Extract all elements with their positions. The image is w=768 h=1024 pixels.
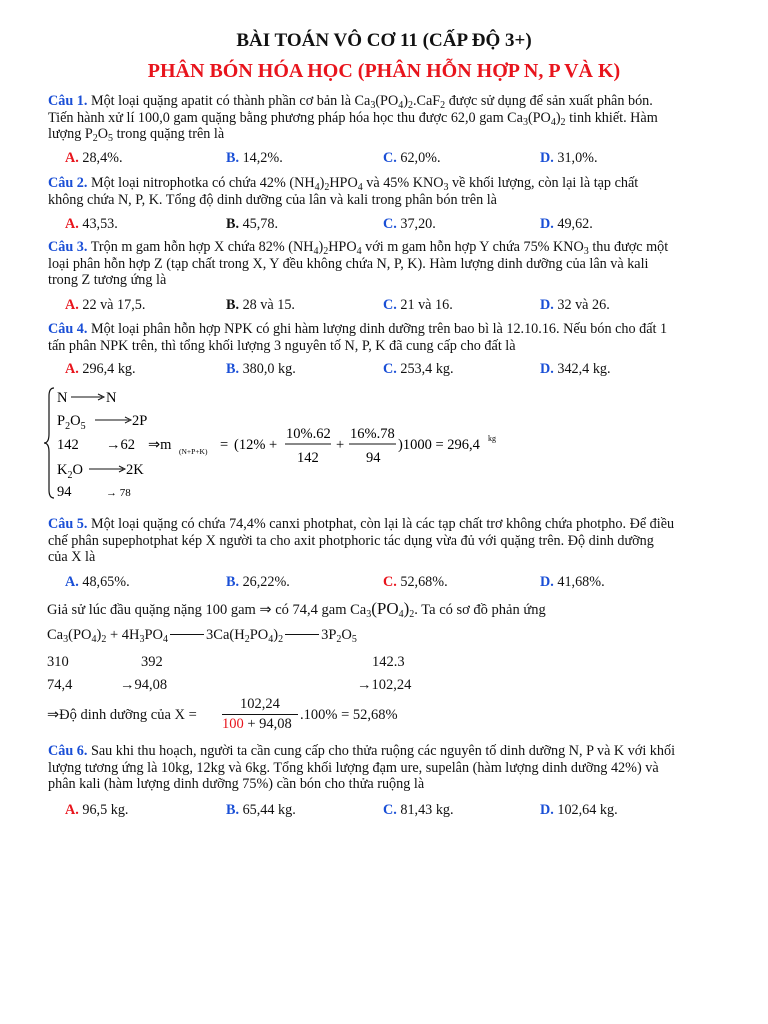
option-text: 102,64 kg.: [553, 802, 618, 818]
sub: 4: [550, 116, 556, 128]
sub: 4: [314, 182, 320, 193]
question-5-label: Câu 5.: [48, 516, 88, 532]
option-letter: D.: [540, 574, 554, 590]
sol4-fraction-1-den: 142: [297, 450, 319, 466]
page-title: BÀI TOÁN VÔ CƠ 11 (CẤP ĐỘ 3+): [236, 30, 532, 51]
text: Giả sử lúc đầu quặng nặng 100 gam ⇒ có 74,4 gam Ca: [47, 602, 367, 618]
question-1-line-2: [48, 110, 728, 127]
q2-option-a[interactable]: [65, 216, 118, 233]
solution-5-intro: [47, 599, 546, 619]
sub: 2: [323, 246, 329, 257]
question-3-line-2: loại phân hỗn hợp Z (tạp chất trong X, Y đều không chứa N, P, K). Hàm lượng dinh dưỡng của lân và kali: [48, 255, 649, 272]
q5-option-c[interactable]: [383, 574, 448, 591]
sol4-text: ⇒m: [148, 437, 172, 453]
text: Sau khi thu hoạch, người ta cần cung cấp cho thửa ruộng các nguyên tố dinh dưỡng N, P và K với khối: [87, 743, 676, 759]
question-5-line-1: [48, 516, 728, 533]
question-5: [48, 516, 728, 566]
sub: 4: [313, 246, 319, 257]
sol4-text: →62: [106, 437, 135, 453]
question-4: [48, 321, 728, 354]
option-letter: D.: [540, 802, 554, 818]
sol4-fraction-2-den: 94: [366, 450, 381, 466]
sol4-text: N: [106, 390, 117, 406]
option-text: 32 và 26.: [553, 297, 610, 313]
option-letter: C.: [383, 802, 397, 818]
sub: 3: [522, 116, 528, 128]
text: tinh khiết. Hàm: [565, 109, 658, 126]
sol4-superscript: kg: [488, 434, 496, 443]
sub: 3: [370, 100, 376, 111]
text: ): [403, 599, 410, 618]
question-6: [48, 743, 728, 793]
sol5-n2: 392: [141, 654, 163, 670]
text: thu được một: [588, 239, 669, 255]
text: (PO: [68, 627, 92, 643]
option-text: 37,20.: [396, 216, 436, 232]
text: 3P: [321, 627, 337, 643]
sol5-conclusion-left: ⇒Độ dinh dưỡng của X =: [47, 707, 197, 723]
option-letter: D.: [540, 361, 554, 377]
option-letter: C.: [383, 216, 397, 232]
text: + 94,08: [243, 716, 292, 732]
page-subtitle: PHÂN BÓN HÓA HỌC (PHÂN HỖN HỢP N, P VÀ K): [147, 60, 621, 82]
text: với m gam hỗn hợp Y chứa 75% KNO: [361, 239, 584, 255]
sub: 4: [356, 246, 362, 257]
text: PO: [144, 627, 164, 643]
text: ): [319, 175, 325, 191]
sol4-text: +: [336, 437, 345, 453]
question-6-label: Câu 6.: [48, 743, 88, 759]
question-3-line-1: [48, 239, 728, 256]
option-text: 253,4 kg.: [396, 361, 454, 377]
sub: 2: [560, 116, 566, 128]
option-text: 52,68%.: [396, 574, 448, 590]
question-3-line-3: trong Z tương ứng là: [48, 272, 167, 288]
sol4-subscript: (N+P+K): [179, 447, 208, 456]
option-text: 296,4 kg.: [78, 361, 136, 377]
text: trong quặng trên là: [113, 126, 225, 142]
question-4-label: Câu 4.: [48, 321, 88, 337]
text: + 4H: [106, 627, 140, 643]
option-letter: C.: [383, 574, 397, 590]
text: về khối lượng, còn lại là tạp chất: [448, 175, 639, 191]
sol4-fraction-1-num: 10%.62: [286, 426, 331, 442]
sol4-text: 94: [57, 484, 72, 500]
sub: 2: [244, 634, 250, 645]
sol5-m2: →94,08: [120, 677, 168, 693]
option-letter: B.: [226, 150, 240, 166]
option-letter: A.: [65, 297, 79, 313]
sol5-fraction-num: 102,24: [240, 696, 280, 712]
left-brace: [44, 388, 54, 498]
q5-option-b[interactable]: [226, 574, 290, 591]
question-6-line-3: phân kali (hàm lượng dinh dưỡng 75%) cần bón cho thửa ruộng là: [48, 776, 425, 792]
option-text: 22 và 17,5.: [78, 297, 146, 313]
question-2-label: Câu 2.: [48, 175, 88, 191]
text: ): [318, 239, 324, 255]
text: ): [555, 109, 561, 126]
text: HPO: [328, 239, 357, 255]
q2-option-b[interactable]: [226, 216, 278, 233]
sub: 5: [351, 634, 357, 645]
solution-5-equation: [47, 627, 357, 644]
q2-option-d[interactable]: [540, 216, 593, 233]
sub: 2: [336, 634, 342, 645]
sol5-fraction-bar: [222, 714, 298, 715]
q4-option-c[interactable]: [383, 361, 454, 378]
sub: 4: [268, 634, 274, 645]
text: 3Ca(H: [206, 627, 245, 643]
option-text: 342,4 kg.: [553, 361, 611, 377]
sub: 2: [409, 609, 415, 620]
sub: 2: [440, 100, 446, 111]
sub: 5: [108, 133, 114, 144]
sub: 4: [398, 100, 404, 111]
option-text: 62,0%.: [396, 150, 441, 166]
sol4-text: (12% +: [234, 437, 278, 453]
sol4-text: 2K: [126, 462, 144, 478]
question-2: [48, 175, 728, 208]
question-6-line-1: [48, 743, 728, 760]
q4-option-a[interactable]: [65, 361, 136, 378]
text: (PO: [371, 599, 399, 618]
text: Một loại phân hỗn hợp NPK có ghi hàm lượng dinh dưỡng trên bao bì là 12.10.16. Nếu bón cho đất 1: [87, 321, 668, 337]
sub: 4: [91, 634, 97, 645]
text: ): [273, 627, 279, 643]
question-2-line-2: không chứa N, P, K. Tổng độ dinh dưỡng của lân và kali trong phân bón trên là: [48, 191, 497, 208]
sub: 2: [92, 133, 98, 144]
option-letter: A.: [65, 802, 79, 818]
option-letter: A.: [65, 361, 79, 377]
text: O: [97, 126, 109, 142]
option-text: 96,5 kg.: [78, 802, 129, 818]
sub: 4: [163, 634, 169, 645]
text: lượng P: [48, 126, 93, 142]
sol4-text: =: [220, 437, 229, 453]
option-letter: C.: [383, 150, 397, 166]
sol5-m3: →102,24: [357, 677, 412, 693]
sol5-m1: 74,4: [47, 677, 73, 693]
text: O: [341, 627, 352, 643]
text: Một loại quặng apatit có thành phần cơ bản là Ca: [87, 93, 371, 109]
option-text: 21 và 16.: [396, 297, 453, 313]
option-text: 28,4%.: [78, 150, 123, 166]
q1-option-b[interactable]: [226, 150, 283, 167]
option-letter: C.: [383, 361, 397, 377]
sub: 3: [443, 182, 449, 193]
question-3: [48, 239, 728, 289]
question-1: [48, 93, 728, 143]
option-text: 26,22%.: [239, 574, 290, 590]
sol4-text: 2P: [132, 413, 148, 429]
question-3-label: Câu 3.: [48, 239, 88, 255]
sol4-text: 142: [57, 437, 79, 453]
sub: 2: [101, 634, 107, 645]
option-letter: D.: [540, 216, 554, 232]
q3-option-b[interactable]: [226, 297, 295, 314]
q6-option-b[interactable]: [226, 802, 296, 819]
q3-option-d[interactable]: [540, 297, 610, 314]
sol4-text: $K_2O$: [57, 462, 83, 481]
option-text: 28 và 15.: [239, 297, 295, 313]
question-4-line-1: [48, 321, 728, 338]
sol4-text: $P_2O_5$: [57, 413, 86, 432]
sub: 2: [278, 634, 284, 645]
option-text: 31,0%.: [553, 150, 598, 166]
text: ): [96, 627, 102, 643]
solution-4-formula: [40, 382, 560, 504]
sol4-text: N: [57, 390, 68, 406]
option-letter: C.: [383, 297, 397, 313]
sub: 3: [366, 609, 372, 620]
sol5-n3: 142.3: [372, 654, 405, 670]
text: 100: [222, 716, 244, 732]
option-letter: B.: [226, 361, 240, 377]
option-text: 65,44 kg.: [239, 802, 296, 818]
option-letter: A.: [65, 574, 79, 590]
sub: 4: [398, 609, 404, 620]
text: . Ta có sơ đồ phản ứng: [414, 602, 546, 618]
text: (PO: [527, 109, 551, 126]
option-text: 43,53.: [78, 216, 118, 232]
option-text: 49,62.: [553, 216, 593, 232]
option-letter: D.: [540, 150, 554, 166]
q5-option-d[interactable]: [540, 574, 605, 591]
sub: 3: [583, 246, 589, 257]
text: Ca: [47, 627, 64, 643]
q1-option-d[interactable]: [540, 150, 598, 167]
q1-option-a[interactable]: [65, 150, 123, 167]
question-1-line-3: [48, 126, 728, 143]
text: ): [403, 93, 408, 109]
option-text: 41,68%.: [553, 574, 605, 590]
question-5-line-2: chế phân supephotphat kép X người ta cho axit photphoric tác dụng vừa đủ với quặng trên. Độ dinh dưỡng: [48, 532, 654, 549]
q1-option-c[interactable]: [383, 150, 441, 167]
question-1-label: Câu 1.: [48, 93, 88, 109]
text: (PO: [375, 93, 399, 109]
question-4-line-2: tấn phân NPK trên, thì tổng khối lượng 3 nguyên tố N, P, K đã cung cấp cho đất là: [48, 337, 516, 354]
option-letter: D.: [540, 297, 554, 313]
sub: 2: [407, 100, 413, 111]
sol5-conclusion-right: .100% = 52,68%: [300, 707, 398, 723]
option-letter: B.: [226, 297, 240, 313]
q6-option-d[interactable]: [540, 802, 618, 819]
text: Một loại nitrophotka có chứa 42% (NH: [87, 175, 315, 191]
sol4-fraction-2-num: 16%.78: [350, 426, 395, 442]
text: Tiến hành xử lí 100,0 gam quặng bằng phương pháp hóa học thu được 62,0 gam Ca: [48, 109, 523, 126]
option-text: 14,2%.: [239, 150, 283, 166]
option-text: 48,65%.: [78, 574, 130, 590]
question-2-line-1: [48, 175, 728, 192]
text: PO: [249, 627, 269, 643]
q3-option-a[interactable]: [65, 297, 145, 314]
sol4-text: )1000 = 296,4: [398, 437, 480, 453]
text: Trộn m gam hỗn hợp X chứa 82% (NH: [87, 239, 314, 255]
q4-option-d[interactable]: [540, 361, 611, 378]
sol5-fraction-den: [222, 716, 292, 733]
option-letter: B.: [226, 216, 240, 232]
q2-option-c[interactable]: [383, 216, 436, 233]
question-6-line-2: lượng tương ứng là 10kg, 12kg và 6kg. Tổng khối lượng đạm ure, supelân (hàm lượng dinh dưỡng 42%) và: [48, 759, 659, 776]
q6-option-a[interactable]: [65, 802, 128, 819]
question-5-line-3: của X là: [48, 549, 96, 565]
long-arrow-icon: [285, 634, 319, 635]
sub: 2: [324, 182, 330, 193]
sol5-n1: 310: [47, 654, 69, 670]
option-text: 380,0 kg.: [239, 361, 296, 377]
long-arrow-icon: [170, 634, 204, 635]
sub: 3: [139, 634, 145, 645]
sub: 4: [357, 182, 363, 193]
option-text: 45,78.: [239, 216, 279, 232]
q3-option-c[interactable]: [383, 297, 453, 314]
option-letter: A.: [65, 150, 79, 166]
option-letter: A.: [65, 216, 79, 232]
question-1-line-1: [48, 93, 728, 110]
text: được sử dụng để sản xuất phân bón.: [445, 93, 653, 109]
sol4-text: → 78: [106, 487, 131, 499]
text: và 45% KNO: [362, 175, 444, 191]
text: Một loại quặng có chứa 74,4% canxi photphat, còn lại là các tạp chất trơ không chứa photpho. Để điều: [87, 516, 675, 532]
text: HPO: [329, 175, 358, 191]
q6-option-c[interactable]: [383, 802, 454, 819]
option-letter: B.: [226, 802, 240, 818]
sub: 3: [63, 634, 69, 645]
q5-option-a[interactable]: [65, 574, 130, 591]
option-letter: B.: [226, 574, 240, 590]
q4-option-b[interactable]: [226, 361, 296, 378]
text: .CaF: [412, 93, 441, 109]
option-text: 81,43 kg.: [396, 802, 454, 818]
